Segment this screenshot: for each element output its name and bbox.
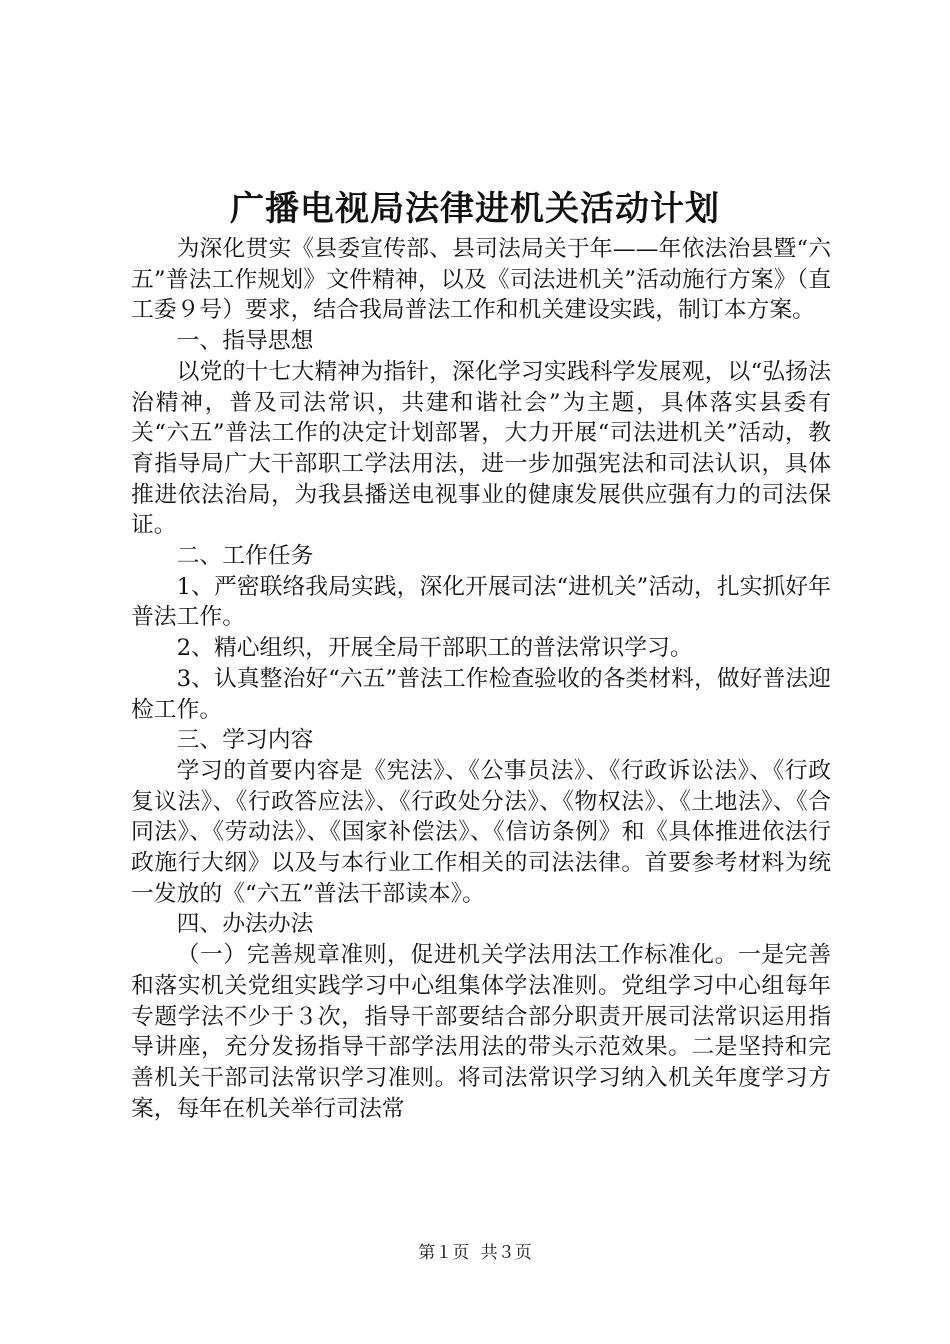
page-footer [0, 1241, 950, 1265]
work-task-item-2: 2、精心组织，开展全局干部职工的普法常识学习。 [176, 635, 693, 662]
section-heading-work-tasks: 二、工作任务 [176, 543, 314, 570]
work-task-item-3: 3、认真整治好“六五”普法工作检查验收的各类材料，做好普法迎检工作。 [131, 665, 831, 723]
intro-paragraph: 为深化贯实《县委宣传部、县司法局关于年——年依法治县暨“六五”普法工作规划》文件精神，以及《司法进机关”活动施行方案》（直工委９号）要求，结合我局普法工作和机关建设实践，制订本方案。 [131, 236, 831, 324]
guiding-thought-paragraph: 以党的十七大精神为指针，深化学习实践科学发展观，以“弘扬法治精神，普及司法常识，共建和谐社会”为主题，具体落实县委有关“六五”普法工作的决定计划部署，大力开展“司法进机关”活动，教育指导局广大干部职工学法用法，进一步加强宪法和司法认识，具体推进依法治局，为我县播送电视事业的健康发展供应强有力的司法保证。 [131, 358, 831, 539]
section-heading-methods: 四、办法办法 [176, 911, 314, 938]
page-number: 第１页 [418, 1243, 470, 1263]
document-body [131, 234, 831, 1124]
page-total: 共３页 [480, 1243, 532, 1263]
work-task-item-1: 1、严密联络我局实践，深化开展司法“进机关”活动，扎实抓好年普法工作。 [131, 573, 831, 631]
document-title: 广播电视局法律进机关活动计划 [230, 189, 720, 229]
study-content-paragraph: 学习的首要内容是《宪法》、《公事员法》、《行政诉讼法》、《行政复议法》、《行政答应法》、《行政处分法》、《物权法》、《土地法》、《合同法》、《劳动法》、《国家补偿法》、《信访条例》和《具体推进依法行政施行大纲》以及与本行业工作相关的司法法律。首要参考材料为统一发放的《“六五”普法干部读本》。 [131, 757, 831, 907]
section-heading-study-content: 三、学习内容 [176, 727, 314, 754]
methods-paragraph-1: （一）完善规章准则，促进机关学法用法工作标准化。一是完善和落实机关党组实践学习中心组集体学法准则。党组学习中心组每年专题学法不少于３次，指导干部要结合部分职责开展司法常识运用指导讲座，充分发扬指导干部学法用法的带头示范效果。二是坚持和完善机关干部司法常识学习准则。将司法常识学习纳入机关年度学习方案，每年在机关举行司法常 [131, 942, 831, 1122]
section-heading-guiding-thought: 一、指导思想 [176, 328, 314, 355]
